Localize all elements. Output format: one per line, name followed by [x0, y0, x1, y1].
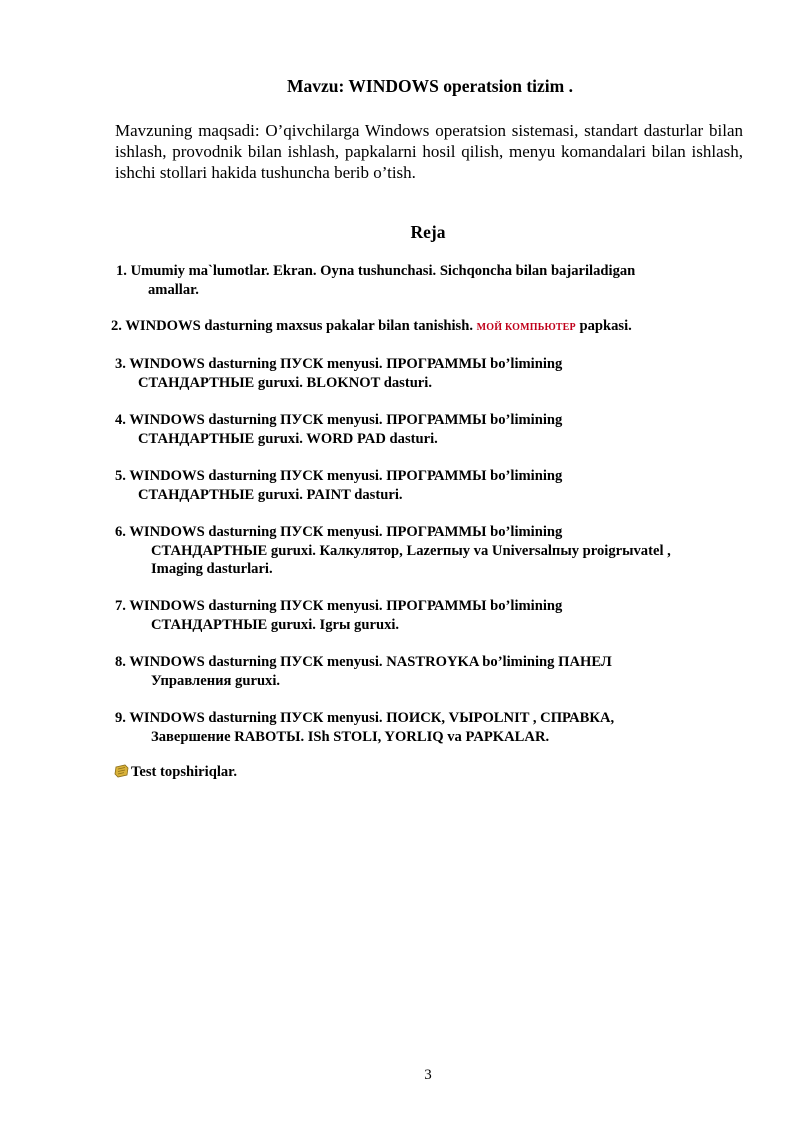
page-number: 3	[424, 1067, 432, 1083]
plan-item-8-line1: 8. WINDOWS dasturning ПУСК menyusi. NASTROYKA bo’limining ПАНЕЛ	[115, 654, 612, 670]
plan-item-4-line2: СТАНДАРТНЫЕ guruxi. WORD PAD dasturi.	[138, 430, 438, 447]
plan-item-3-line1: 3. WINDOWS dasturning ПУСК menyusi. ПРОГРАММЫ bo’limining	[115, 356, 563, 372]
plan-item-7-line2: СТАНДАРТНЫЕ guruxi. Igrы guruxi.	[151, 616, 400, 633]
plan-item-9-line1: 9. WINDOWS dasturning ПУСК menyusi. ПОИСК, VЫPOLNIT , СПРАВКА,	[115, 710, 615, 726]
plan-item-3-line2: СТАНДАРТНЫЕ guruxi. BLOKNOT dasturi.	[138, 374, 432, 391]
plan-item-4	[115, 411, 743, 448]
plan-item-8	[115, 653, 743, 690]
plan-item-7-line1: 7. WINDOWS dasturning ПУСК menyusi. ПРОГРАММЫ bo’limining	[115, 598, 563, 614]
plan-item-5	[115, 467, 743, 504]
plan-item-3	[115, 355, 743, 392]
plan-item-4-line1: 4. WINDOWS dasturning ПУСК menyusi. ПРОГРАММЫ bo’limining	[115, 412, 563, 428]
plan-item-6-line2: СТАНДАРТНЫЕ guruxi. Калкулятор, Lazerпыу va Universalпыу proigrыvatel ,	[151, 542, 671, 559]
plan-item-6	[115, 523, 743, 579]
plan-item-1-line1: 1. Umumiy ma`lumotlar. Ekran. Oyna tushunchasi. Sichqoncha bilan bajariladigan	[116, 263, 636, 279]
plan-item-8-line2: Управления guruxi.	[151, 672, 281, 689]
plan-item-7	[115, 597, 743, 634]
plan-item-2	[111, 317, 751, 338]
topic-goal-paragraph: Mavzuning maqsadi: O’qivchilarga Windows operatsion sistemasi, standart dasturlar bilan ishlash, provodnik bilan ishlash, papkalarni hosil qilish, menyu komandalari bilan ishlash, ishchi stollari hakida tushuncha berib o’tish.	[115, 121, 743, 182]
plan-item-6-line3: Imaging dasturlari.	[151, 561, 273, 577]
plan-item-2-text: 2. WINDOWS dasturning maxsus pakalar bilan tanishish.	[111, 318, 473, 334]
plan-heading: Reja	[410, 222, 446, 242]
note-icon	[114, 764, 130, 778]
plan-item-6-line1: 6. WINDOWS dasturning ПУСК menyusi. ПРОГРАММЫ bo’limining	[115, 524, 563, 540]
test-tasks-link[interactable]	[114, 764, 237, 781]
plan-item-9-line2: Завершение RABOTЫ. ISh STOLI, YORLIQ va PAPKALAR.	[151, 728, 550, 745]
plan-item-9	[115, 709, 743, 746]
plan-item-1-line2: amallar.	[148, 281, 199, 298]
document-title: Mavzu: WINDOWS operatsion tizim .	[287, 76, 573, 96]
plan-item-5-line2: СТАНДАРТНЫЕ guruxi. PAINT dasturi.	[138, 486, 403, 503]
my-computer-label: МОЙ КОМПЬЮТЕР	[476, 322, 576, 333]
plan-item-2-suffix: papkasi.	[579, 318, 632, 334]
test-tasks-label[interactable]: Test topshiriqlar.	[131, 764, 237, 780]
plan-item-5-line1: 5. WINDOWS dasturning ПУСК menyusi. ПРОГРАММЫ bo’limining	[115, 468, 563, 484]
plan-item-1	[116, 262, 743, 299]
